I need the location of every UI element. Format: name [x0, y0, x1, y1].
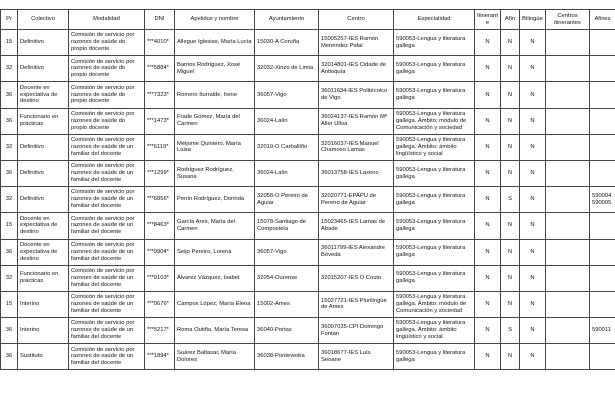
cell-dni: ***1894* [145, 344, 175, 370]
cell-bilingue: N [520, 318, 546, 344]
cell-modalidad: Comisión de servicio por razones de saúde de un familiar del docente [69, 213, 145, 239]
cell-afines [590, 344, 615, 370]
cell-afin: N [501, 265, 520, 291]
cell-itinerante: N [475, 213, 501, 239]
cell-dni: ***6856* [145, 187, 175, 213]
table-row [1, 265, 615, 291]
table-row [1, 239, 615, 265]
cell-centros-itinerantes [546, 56, 590, 82]
cell-bilingue: N [520, 108, 546, 134]
header-afin: Afín [501, 10, 520, 30]
cell-centro: 15027721-IES Plurilingüe de Ames [319, 291, 394, 317]
cell-itinerante: N [475, 134, 501, 160]
cell-ayuntamiento: 36024-Lalín [255, 160, 319, 186]
cell-colectivo: Funcionario en prácticas [18, 108, 69, 134]
cell-itinerante: N [475, 291, 501, 317]
table-row [1, 82, 615, 108]
cell-colectivo: Interino [18, 291, 69, 317]
cell-itinerante: N [475, 265, 501, 291]
cell-especialidad: 590053-Lengua y literatura gallega. Ámbito: módulo de Comunicación y sociedad [394, 108, 475, 134]
cell-modalidad: Comisión de servicio por razones de saúde de un familiar del docente [69, 160, 145, 186]
cell-pr: 15 [1, 213, 18, 239]
table-row [1, 344, 615, 370]
cell-pr: 36 [1, 160, 18, 186]
cell-nombre: Penín Rodríguez, Dorinda [175, 187, 255, 213]
cell-afines [590, 56, 615, 82]
cell-colectivo: Definitivo [18, 160, 69, 186]
cell-afin: N [501, 160, 520, 186]
cell-itinerante: N [475, 344, 501, 370]
cell-centros-itinerantes [546, 187, 590, 213]
header-bilingue: Bilingüe [520, 10, 546, 30]
cell-pr: 36 [1, 318, 18, 344]
header-centro: Centro [319, 10, 394, 30]
cell-centro: 15023465-IES Lamas de Abade [319, 213, 394, 239]
cell-especialidad: 590053-Lengua y literatura gallega [394, 56, 475, 82]
cell-bilingue: N [520, 291, 546, 317]
cell-centros-itinerantes [546, 291, 590, 317]
table-row [1, 134, 615, 160]
table-row [1, 56, 615, 82]
cell-afines [590, 82, 615, 108]
cell-itinerante: N [475, 187, 501, 213]
cell-afines [590, 291, 615, 317]
cell-dni: ***5217* [145, 318, 175, 344]
header-modalidad: Modalidad [69, 10, 145, 30]
table-row [1, 318, 615, 344]
cell-ayuntamiento: 32058-O Pereiro de Aguiar [255, 187, 319, 213]
cell-modalidad: Comisión de servicio por razones de saúde do propio docente [69, 108, 145, 134]
cell-itinerante: N [475, 160, 501, 186]
cell-especialidad: 590053-Lengua y literatura gallega. Ámbito: ámbito lingüístico y social [394, 134, 475, 160]
cell-modalidad: Comisión de servicio por razones de saúde de un familiar del docente [69, 239, 145, 265]
cell-colectivo: Definitivo [18, 134, 69, 160]
cell-afin: N [501, 239, 520, 265]
cell-afines [590, 213, 615, 239]
header-ayuntamiento: Ayuntamiento [255, 10, 319, 30]
cell-ayuntamiento: 32032-Xinzo de Limia [255, 56, 319, 82]
header-colectivo: Colectivo [18, 10, 69, 30]
cell-pr: 15 [1, 30, 18, 56]
cell-nombre: García Ares, María del Carmen [175, 213, 255, 239]
cell-modalidad: Comisión de servicio por razones de saúde de un familiar del docente [69, 265, 145, 291]
cell-nombre: Álvarez Vázquez, Isabel [175, 265, 255, 291]
cell-dni: ***6119* [145, 134, 175, 160]
cell-pr: 36 [1, 108, 18, 134]
cell-ayuntamiento: 15078-Santiago de Compostela [255, 213, 319, 239]
cell-afin: S [501, 187, 520, 213]
cell-modalidad: Comisión de servicio por razones de saúde do propio docente [69, 56, 145, 82]
cell-centros-itinerantes [546, 82, 590, 108]
cell-dni: ***0676* [145, 291, 175, 317]
cell-afines: 590004 590005 [590, 187, 615, 213]
cell-colectivo: Docente en expectativa de destino [18, 82, 69, 108]
header-centros-itinerantes: Centros itinerantes [546, 10, 590, 30]
cell-dni: ***9103* [145, 265, 175, 291]
cell-especialidad: 590053-Lengua y literatura gallega [394, 187, 475, 213]
cell-pr: 32 [1, 134, 18, 160]
cell-centros-itinerantes [546, 160, 590, 186]
cell-nombre: Barrios Rodríguez, Xosé Miguel [175, 56, 255, 82]
table-row [1, 213, 615, 239]
cell-afines: 590011 [590, 318, 615, 344]
cell-modalidad: Comisión de servicio por razones de saúde do propio docente [69, 30, 145, 56]
cell-afin: S [501, 318, 520, 344]
cell-afin: N [501, 344, 520, 370]
cell-afin: N [501, 82, 520, 108]
cell-ayuntamiento: 36040-Portas [255, 318, 319, 344]
cell-bilingue: N [520, 187, 546, 213]
cell-afines [590, 239, 615, 265]
header-afines: Afines [590, 10, 615, 30]
cell-especialidad: 590053-Lengua y literatura gallega [394, 265, 475, 291]
cell-pr: 32 [1, 187, 18, 213]
cell-afin: N [501, 108, 520, 134]
cell-bilingue: N [520, 160, 546, 186]
cell-modalidad: Comisión de servicio por razones de saúde de un familiar del docente [69, 344, 145, 370]
cell-itinerante: N [475, 56, 501, 82]
cell-itinerante: N [475, 239, 501, 265]
cell-centro: 15005257-IES Ramón Menéndez Pidal [319, 30, 394, 56]
cell-pr: 36 [1, 344, 18, 370]
cell-nombre: Romero Iturralde, Irene [175, 82, 255, 108]
table-row [1, 160, 615, 186]
assignments-table [0, 9, 615, 370]
cell-centro: 36024137-IES Ramón Mª Aller Ulloa [319, 108, 394, 134]
cell-dni: ***4010* [145, 30, 175, 56]
cell-modalidad: Comisión de servicio por razones de saúde de un familiar del docente [69, 318, 145, 344]
cell-nombre: Méijome Quintero, María Luisa [175, 134, 255, 160]
cell-nombre: Roma Outiña, María Teresa [175, 318, 255, 344]
cell-colectivo: Sustituto [18, 344, 69, 370]
cell-centro: 32015207-IES O Couto [319, 265, 394, 291]
cell-itinerante: N [475, 82, 501, 108]
cell-modalidad: Comisión de servicio por razones de saúde de un familiar del docente [69, 187, 145, 213]
cell-dni: ***7323* [145, 82, 175, 108]
cell-centros-itinerantes [546, 265, 590, 291]
cell-centros-itinerantes [546, 318, 590, 344]
cell-afin: N [501, 291, 520, 317]
table-row [1, 291, 615, 317]
cell-nombre: Rodríguez Rodríguez, Susana [175, 160, 255, 186]
cell-pr: 32 [1, 56, 18, 82]
cell-centro: 32020771-EPAPU de Pereiro de Aguiar [319, 187, 394, 213]
cell-colectivo: Funcionario en prácticas [18, 265, 69, 291]
cell-bilingue: N [520, 213, 546, 239]
cell-especialidad: 590053-Lengua y literatura gallega. Ámbito: ámbito lingüístico y social [394, 318, 475, 344]
cell-especialidad: 590053-Lengua y literatura gallega [394, 239, 475, 265]
cell-pr: 36 [1, 82, 18, 108]
cell-centro: 32014801-IES Cidade de Antioquía [319, 56, 394, 82]
cell-nombre: Frade Gómez, María del Carmen [175, 108, 255, 134]
cell-pr: 15 [1, 291, 18, 317]
cell-modalidad: Comisión de servicio por razones de saúde de un familiar del docente [69, 134, 145, 160]
cell-ayuntamiento: 36057-Vigo [255, 239, 319, 265]
cell-bilingue: N [520, 134, 546, 160]
cell-centros-itinerantes [546, 134, 590, 160]
cell-ayuntamiento: 36038-Pontevedra [255, 344, 319, 370]
cell-centro: 36011799-IES Alexandre Bóveda [319, 239, 394, 265]
header-especialidad: Especialidad [394, 10, 475, 30]
cell-ayuntamiento: 32019-O Carballiño [255, 134, 319, 160]
cell-especialidad: 590053-Lengua y literatura gallega [394, 30, 475, 56]
cell-nombre: Campos López, María Elena [175, 291, 255, 317]
cell-pr: 32 [1, 265, 18, 291]
cell-colectivo: Docente en expectativa de destino [18, 239, 69, 265]
cell-dni: ***5884* [145, 56, 175, 82]
cell-dni: ***1299* [145, 160, 175, 186]
cell-dni: ***9904* [145, 239, 175, 265]
cell-itinerante: N [475, 30, 501, 56]
cell-centro: 36011634-IES Politécnico de Vigo [319, 82, 394, 108]
cell-especialidad: 590053-Lengua y literatura gallega [394, 82, 475, 108]
cell-afines [590, 160, 615, 186]
header-itinerante: Itinerante [475, 10, 501, 30]
cell-ayuntamiento: 15002-Ames [255, 291, 319, 317]
cell-ayuntamiento: 15030-A Coruña [255, 30, 319, 56]
cell-centros-itinerantes [546, 213, 590, 239]
table-row [1, 108, 615, 134]
cell-centros-itinerantes [546, 344, 590, 370]
cell-ayuntamiento: 36057-Vigo [255, 82, 319, 108]
cell-bilingue: N [520, 56, 546, 82]
cell-centros-itinerantes [546, 239, 590, 265]
cell-centro: 36007035-CPI Domingo Fontán [319, 318, 394, 344]
cell-bilingue: N [520, 82, 546, 108]
header-row [1, 10, 615, 30]
cell-centro: 36018677-IES Luís Seoane [319, 344, 394, 370]
cell-afines [590, 265, 615, 291]
cell-colectivo: Definitivo [18, 187, 69, 213]
cell-colectivo: Docente en expectativa de destino [18, 213, 69, 239]
table-row [1, 30, 615, 56]
cell-bilingue: N [520, 30, 546, 56]
cell-afines [590, 108, 615, 134]
cell-centros-itinerantes [546, 108, 590, 134]
cell-ayuntamiento: 32054-Ourense [255, 265, 319, 291]
cell-nombre: Allegue Iglesias, María Lucía [175, 30, 255, 56]
cell-bilingue: N [520, 239, 546, 265]
cell-centro: 32016037-IES Manuel Chamoso Lamas [319, 134, 394, 160]
cell-especialidad: 590053-Lengua y literatura gallega [394, 160, 475, 186]
cell-especialidad: 590053-Lengua y literatura gallega. Ámbito: módulo de Comunicación y sociedad [394, 291, 475, 317]
cell-itinerante: N [475, 318, 501, 344]
cell-modalidad: Comisión de servicio por razones de saúde de un familiar del docente [69, 291, 145, 317]
cell-dni: ***1473* [145, 108, 175, 134]
cell-itinerante: N [475, 108, 501, 134]
cell-especialidad: 590053-Lengua y literatura gallega [394, 344, 475, 370]
cell-centro: 36013758-IES Laxeiro [319, 160, 394, 186]
cell-centros-itinerantes [546, 30, 590, 56]
header-dni: DNI [145, 10, 175, 30]
cell-modalidad: Comisión de servicio por razones de saúde do propio docente [69, 82, 145, 108]
cell-dni: ***8463* [145, 213, 175, 239]
cell-bilingue: N [520, 344, 546, 370]
cell-bilingue: N [520, 265, 546, 291]
cell-especialidad: 590053-Lengua y literatura gallega [394, 213, 475, 239]
table-body [1, 30, 615, 370]
table-row [1, 187, 615, 213]
cell-afin: N [501, 56, 520, 82]
cell-colectivo: Definitivo [18, 56, 69, 82]
cell-colectivo: Interino [18, 318, 69, 344]
cell-ayuntamiento: 36024-Lalín [255, 108, 319, 134]
cell-pr: 36 [1, 239, 18, 265]
cell-afines [590, 134, 615, 160]
cell-afin: N [501, 213, 520, 239]
cell-colectivo: Definitivo [18, 30, 69, 56]
cell-nombre: Suárez Baltasar, María Dolores [175, 344, 255, 370]
cell-nombre: Seijo Pereiro, Lorena [175, 239, 255, 265]
cell-afin: N [501, 30, 520, 56]
header-nombre: Apelidos y nombre [175, 10, 255, 30]
cell-afines [590, 30, 615, 56]
header-pr: Pr [1, 10, 18, 30]
cell-afin: N [501, 134, 520, 160]
